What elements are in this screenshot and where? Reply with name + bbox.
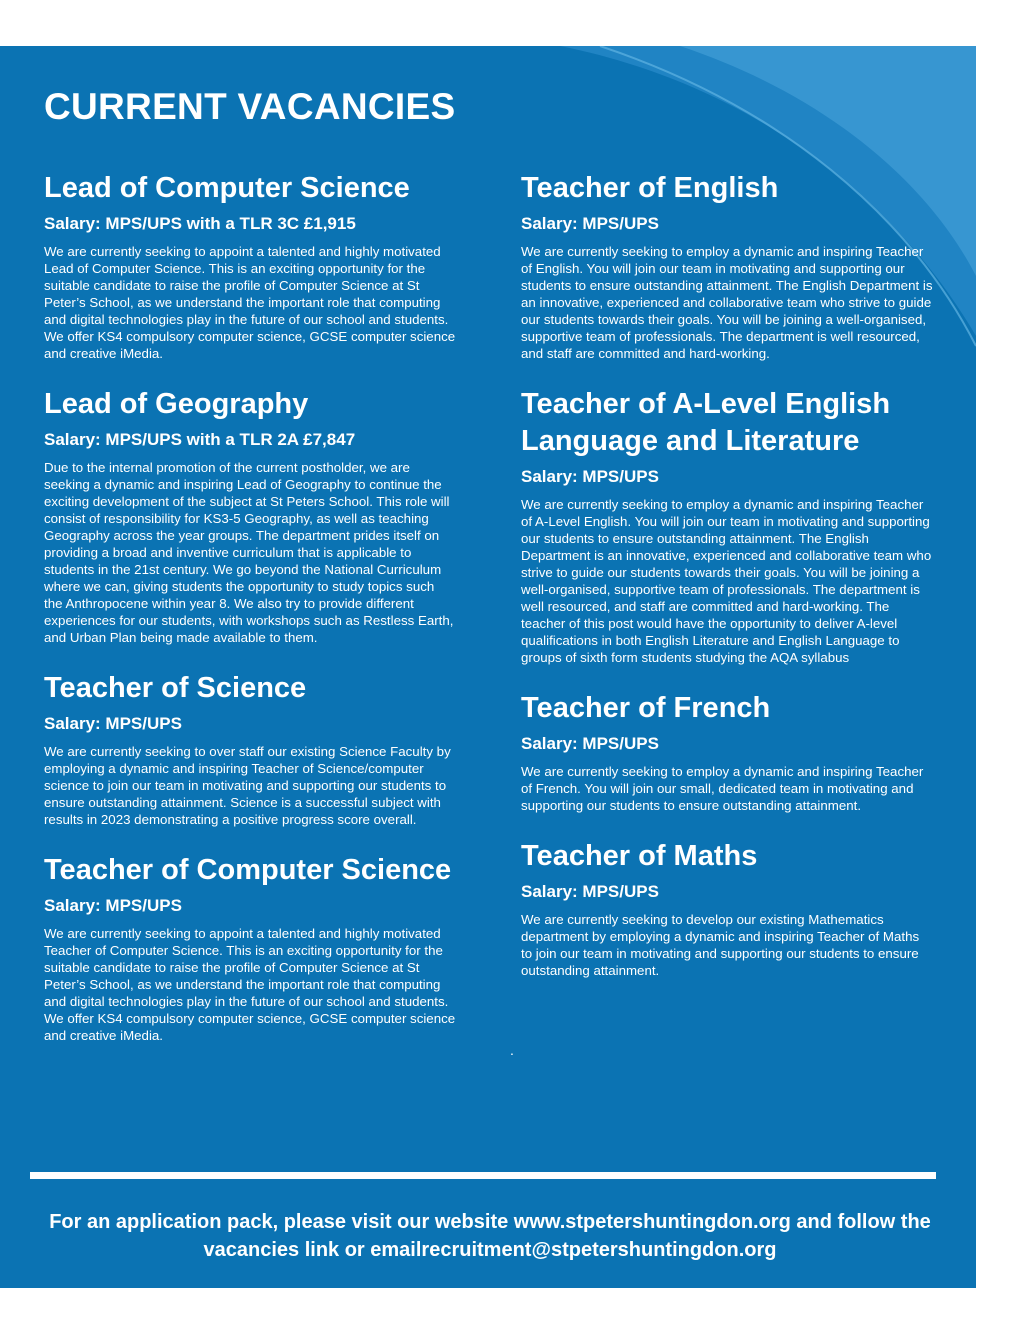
- job-listing: [44, 852, 456, 1044]
- job-listing: [521, 690, 933, 814]
- job-title: Teacher of Computer Science: [44, 854, 452, 886]
- job-description: We are currently seeking to develop our existing Mathematics department by employing a dynamic and inspiring Teacher of Maths to join our team in motivating and supporting our students to ensure outstanding attainment.: [521, 912, 920, 978]
- footer-contact-text: For an application pack, please visit our website www.stpetershuntingdon.org and follow the vacancies link or emailrecruitment@stpetershuntingdon.org: [49, 1211, 931, 1261]
- job-title: Teacher of Science: [44, 672, 307, 704]
- job-title: Teacher of English: [521, 172, 779, 204]
- job-title: Teacher of French: [521, 692, 771, 724]
- vacancies-panel: [0, 46, 976, 1288]
- page-heading: CURRENT VACANCIES: [44, 86, 456, 127]
- job-salary: Salary: MPS/UPS: [521, 882, 659, 901]
- job-salary: Salary: MPS/UPS with a TLR 3C £1,915: [44, 214, 356, 233]
- job-listing: [44, 386, 456, 646]
- job-description: We are currently seeking to appoint a talented and highly motivated Teacher of Computer Science. This is an exciting opportunity for the suitable candidate to raise the profile of Computer Science at St Peter’s School, as we understand the important role that computing and digital technologies play in the future of our school and students. We offer KS4 compulsory computer science, GCSE computer science and creative iMedia.: [44, 926, 456, 1043]
- job-description: We are currently seeking to appoint a talented and highly motivated Lead of Computer Science. This is an exciting opportunity for the suitable candidate to raise the profile of Computer Science at St Peter’s School, as we understand the important role that computing and digital technologies play in the future of our school and students. We offer KS4 compulsory computer science, GCSE computer science and creative iMedia.: [44, 244, 456, 361]
- left-column: [44, 170, 456, 1068]
- job-description: We are currently seeking to employ a dynamic and inspiring Teacher of English. You will join our team in motivating and supporting our students to ensure outstanding attainment. The English Department is an innovative, experienced and collaborative team who strive to guide our students towards their goals. You will be joining a well-organised, supportive team of professionals. The department is well resourced, and staff are committed and hard-working.: [521, 244, 933, 361]
- job-title: Teacher of A-Level English Language and Literature: [521, 388, 891, 457]
- job-listing: [521, 170, 933, 362]
- job-salary: Salary: MPS/UPS: [44, 896, 182, 915]
- footer-divider: [30, 1172, 936, 1179]
- job-description: We are currently seeking to over staff our existing Science Faculty by employing a dynamic and inspiring Teacher of Science/computer science to join our team in motivating and supporting our students to ensure outstanding attainment. Science is a successful subject with results in 2023 demonstrating a positive progress score overall.: [44, 744, 451, 827]
- job-description: We are currently seeking to employ a dynamic and inspiring Teacher of A-Level English. You will join our team in motivating and supporting our students to ensure outstanding attainment. The English Department is an innovative, experienced and collaborative team who strive to guide our students towards their goals. You will be joining a well-organised, supportive team of professionals. The department is well resourced, and staff are committed and hard-working. The teacher of this post would have the opportunity to deliver A-level qualifications in both English Literature and English Language to groups of sixth form students studying the AQA syllabus: [521, 497, 932, 665]
- stray-dot: .: [510, 1042, 514, 1058]
- job-salary: Salary: MPS/UPS: [521, 467, 659, 486]
- job-description: Due to the internal promotion of the current postholder, we are seeking a dynamic and inspiring Lead of Geography to continue the exciting development of the subject at St Peters School. This role will consist of responsibility for KS3-5 Geography, as well as teaching Geography across the year groups. The department prides itself on providing a broad and inventive curriculum that is applicable to students in the 21st century. We go beyond the National Curriculum where we can, giving students the opportunity to study topics such the Anthropocene within year 8. We also try to provide different experiences for our students, with workshops such as Restless Earth, and Urban Plan being made available to them.: [44, 460, 454, 645]
- job-salary: Salary: MPS/UPS: [521, 734, 659, 753]
- job-title: Teacher of Maths: [521, 840, 758, 872]
- job-salary: Salary: MPS/UPS: [44, 714, 182, 733]
- job-listing: [44, 670, 456, 828]
- job-salary: Salary: MPS/UPS with a TLR 2A £7,847: [44, 430, 356, 449]
- job-listing: [521, 838, 933, 979]
- job-listing: [44, 170, 456, 362]
- job-listing: [521, 386, 933, 666]
- right-column: [521, 170, 933, 1003]
- job-description: We are currently seeking to employ a dynamic and inspiring Teacher of French. You will join our small, dedicated team in motivating and supporting our students to ensure outstanding attainment.: [521, 764, 924, 813]
- job-salary: Salary: MPS/UPS: [521, 214, 659, 233]
- job-title: Lead of Geography: [44, 388, 309, 420]
- job-title: Lead of Computer Science: [44, 172, 410, 204]
